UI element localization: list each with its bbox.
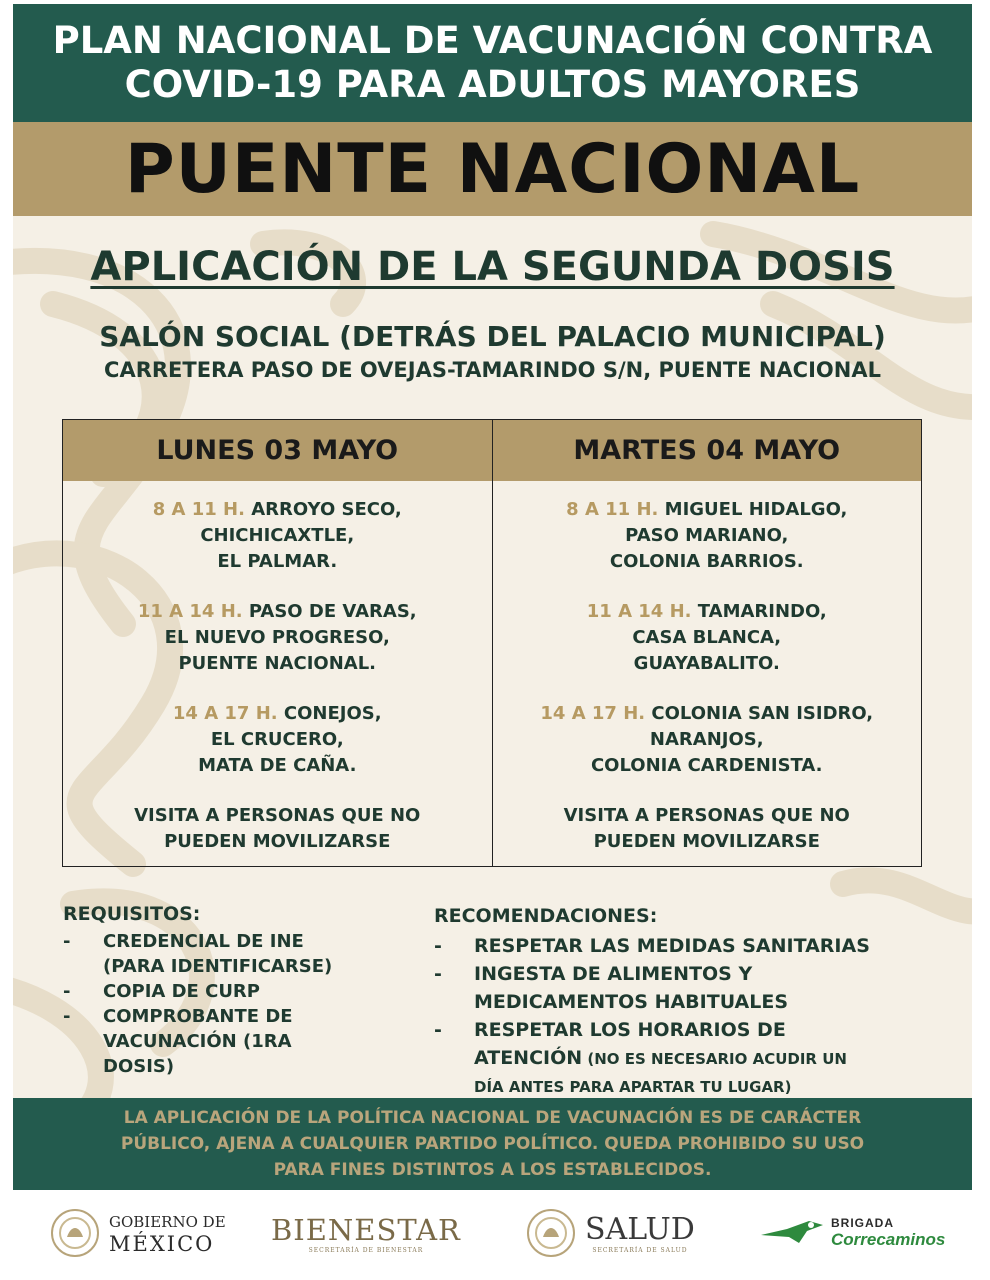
logo-subtext: SECRETARÍA DE SALUD — [592, 1246, 688, 1254]
list-item — [63, 929, 403, 979]
item-text: RESPETAR LAS MEDIDAS SANITARIAS — [474, 935, 870, 957]
item-text: INGESTA DE ALIMENTOS Y — [474, 963, 753, 985]
slot-time: 11 A 14 H. — [586, 601, 692, 622]
slot-time: 8 A 11 H. — [566, 499, 659, 520]
slot-time: 11 A 14 H. — [137, 601, 243, 622]
list-dash: - — [434, 935, 442, 957]
schedule-column-tuesday — [492, 420, 922, 866]
visit-line: VISITA A PERSONAS QUE NO — [134, 805, 421, 826]
day-header: MARTES 04 MAYO — [493, 420, 922, 481]
logo-text: Correcaminos — [831, 1230, 946, 1249]
slot-locality: TAMARINDO, — [697, 601, 827, 622]
vaccination-poster — [13, 4, 972, 1276]
visit-line: VISITA A PERSONAS QUE NO — [563, 805, 850, 826]
slot-locality: CONEJOS, — [283, 703, 382, 724]
list-dash: - — [63, 1006, 71, 1027]
slot-locality: GUAYABALITO. — [633, 653, 780, 674]
logo-strip — [13, 1190, 972, 1276]
item-note: (NO ES NECESARIO ACUDIR UN — [582, 1050, 847, 1068]
slot-locality: NARANJOS, — [649, 729, 764, 750]
slot-locality: PUENTE NACIONAL. — [178, 653, 377, 674]
schedule-column-monday — [63, 420, 492, 866]
slot-locality: EL CRUCERO, — [210, 729, 344, 750]
item-text: COPIA DE CURP — [103, 981, 260, 1002]
item-text: COMPROBANTE DE — [103, 1006, 293, 1027]
slot-locality: PASO MARIANO, — [625, 525, 789, 546]
time-slot — [493, 701, 922, 779]
municipality-banner — [13, 122, 972, 216]
title-line-2: COVID-19 PARA ADULTOS MAYORES — [124, 63, 861, 106]
requirements-list — [63, 902, 403, 1079]
list-item — [63, 979, 403, 1004]
logo-text: MÉXICO — [109, 1232, 215, 1256]
list-item — [434, 960, 954, 1016]
item-text: RESPETAR LOS HORARIOS DE — [474, 1019, 786, 1041]
coat-of-arms-icon — [49, 1207, 101, 1259]
slot-locality: PASO DE VARAS, — [248, 601, 417, 622]
slot-locality: EL NUEVO PROGRESO, — [164, 627, 390, 648]
list-dash: - — [63, 931, 71, 952]
coat-of-arms-icon — [525, 1207, 577, 1259]
item-note: DÍA ANTES PARA APARTAR TU LUGAR) — [474, 1078, 792, 1096]
salud-logo — [525, 1200, 695, 1266]
title-line-1: PLAN NACIONAL DE VACUNACIÓN CONTRA — [52, 19, 933, 62]
list-item — [434, 932, 954, 960]
disclaimer-line: PÚBLICO, AJENA A CUALQUIER PARTIDO POLÍTICO. QUEDA PROHIBIDO SU USO — [120, 1134, 865, 1154]
gobierno-mexico-logo — [49, 1200, 226, 1266]
list-dash: - — [434, 1019, 442, 1041]
slot-locality: MIGUEL HIDALGO, — [664, 499, 848, 520]
visit-line: PUEDEN MOVILIZARSE — [593, 831, 820, 852]
logo-text: BRIGADA — [831, 1216, 894, 1230]
day-header: LUNES 03 MAYO — [63, 420, 492, 481]
disclaimer-line: PARA FINES DISTINTOS A LOS ESTABLECIDOS. — [273, 1160, 712, 1180]
slot-locality: COLONIA CARDENISTA. — [590, 755, 823, 776]
item-text: ATENCIÓN — [474, 1047, 583, 1069]
item-text: CREDENCIAL DE INE — [103, 931, 304, 952]
logo-text: SALUD — [585, 1211, 695, 1247]
time-slot — [493, 497, 922, 575]
time-slot — [63, 701, 492, 779]
home-visit-note — [493, 803, 922, 855]
schedule-table — [62, 419, 922, 867]
time-slot — [63, 599, 492, 677]
slot-time: 14 A 17 H. — [540, 703, 646, 724]
list-item — [63, 1004, 403, 1079]
recommendations-list — [434, 902, 954, 1101]
item-text: MEDICAMENTOS HABITUALES — [474, 991, 789, 1013]
disclaimer-line: LA APLICACIÓN DE LA POLÍTICA NACIONAL DE VACUNACIÓN ES DE CARÁCTER — [123, 1108, 862, 1128]
slot-locality: EL PALMAR. — [217, 551, 338, 572]
home-visit-note — [63, 803, 492, 855]
logo-subtext: SECRETARÍA DE BIENESTAR — [308, 1246, 424, 1254]
slot-time: 14 A 17 H. — [172, 703, 278, 724]
municipality-name: PUENTE NACIONAL — [124, 129, 861, 209]
time-slot — [493, 599, 922, 677]
slot-locality: CHICHICAXTLE, — [200, 525, 355, 546]
recommendations-title: RECOMENDACIONES: — [434, 905, 658, 927]
logo-text: GOBIERNO DE — [109, 1213, 226, 1231]
slot-locality: MATA DE CAÑA. — [198, 755, 357, 776]
venue-name: SALÓN SOCIAL (DETRÁS DEL PALACIO MUNICIPAL) — [99, 320, 886, 353]
list-item — [434, 1016, 954, 1101]
brigada-correcaminos-logo — [759, 1200, 945, 1266]
roadrunner-icon — [759, 1213, 825, 1253]
visit-line: PUEDEN MOVILIZARSE — [164, 831, 391, 852]
slot-locality: COLONIA SAN ISIDRO, — [651, 703, 874, 724]
time-slot — [63, 497, 492, 575]
item-text: VACUNACIÓN (1RA — [103, 1031, 292, 1052]
header-title — [13, 4, 972, 122]
item-text: (PARA IDENTIFICARSE) — [103, 956, 333, 977]
list-dash: - — [63, 981, 71, 1002]
slot-locality: ARROYO SECO, — [251, 499, 402, 520]
venue-address: CARRETERA PASO DE OVEJAS-TAMARINDO S/N, PUENTE NACIONAL — [104, 358, 881, 382]
slot-locality: CASA BLANCA, — [632, 627, 782, 648]
dose-subtitle: APLICACIÓN DE LA SEGUNDA DOSIS — [90, 244, 895, 290]
slot-time: 8 A 11 H. — [152, 499, 245, 520]
requirements-title: REQUISITOS: — [63, 903, 201, 925]
disclaimer-band — [13, 1098, 972, 1190]
item-text: DOSIS) — [103, 1056, 175, 1077]
slot-locality: COLONIA BARRIOS. — [609, 551, 804, 572]
logo-text: BIENESTAR — [271, 1212, 461, 1247]
list-dash: - — [434, 963, 442, 985]
bienestar-logo — [271, 1200, 461, 1266]
